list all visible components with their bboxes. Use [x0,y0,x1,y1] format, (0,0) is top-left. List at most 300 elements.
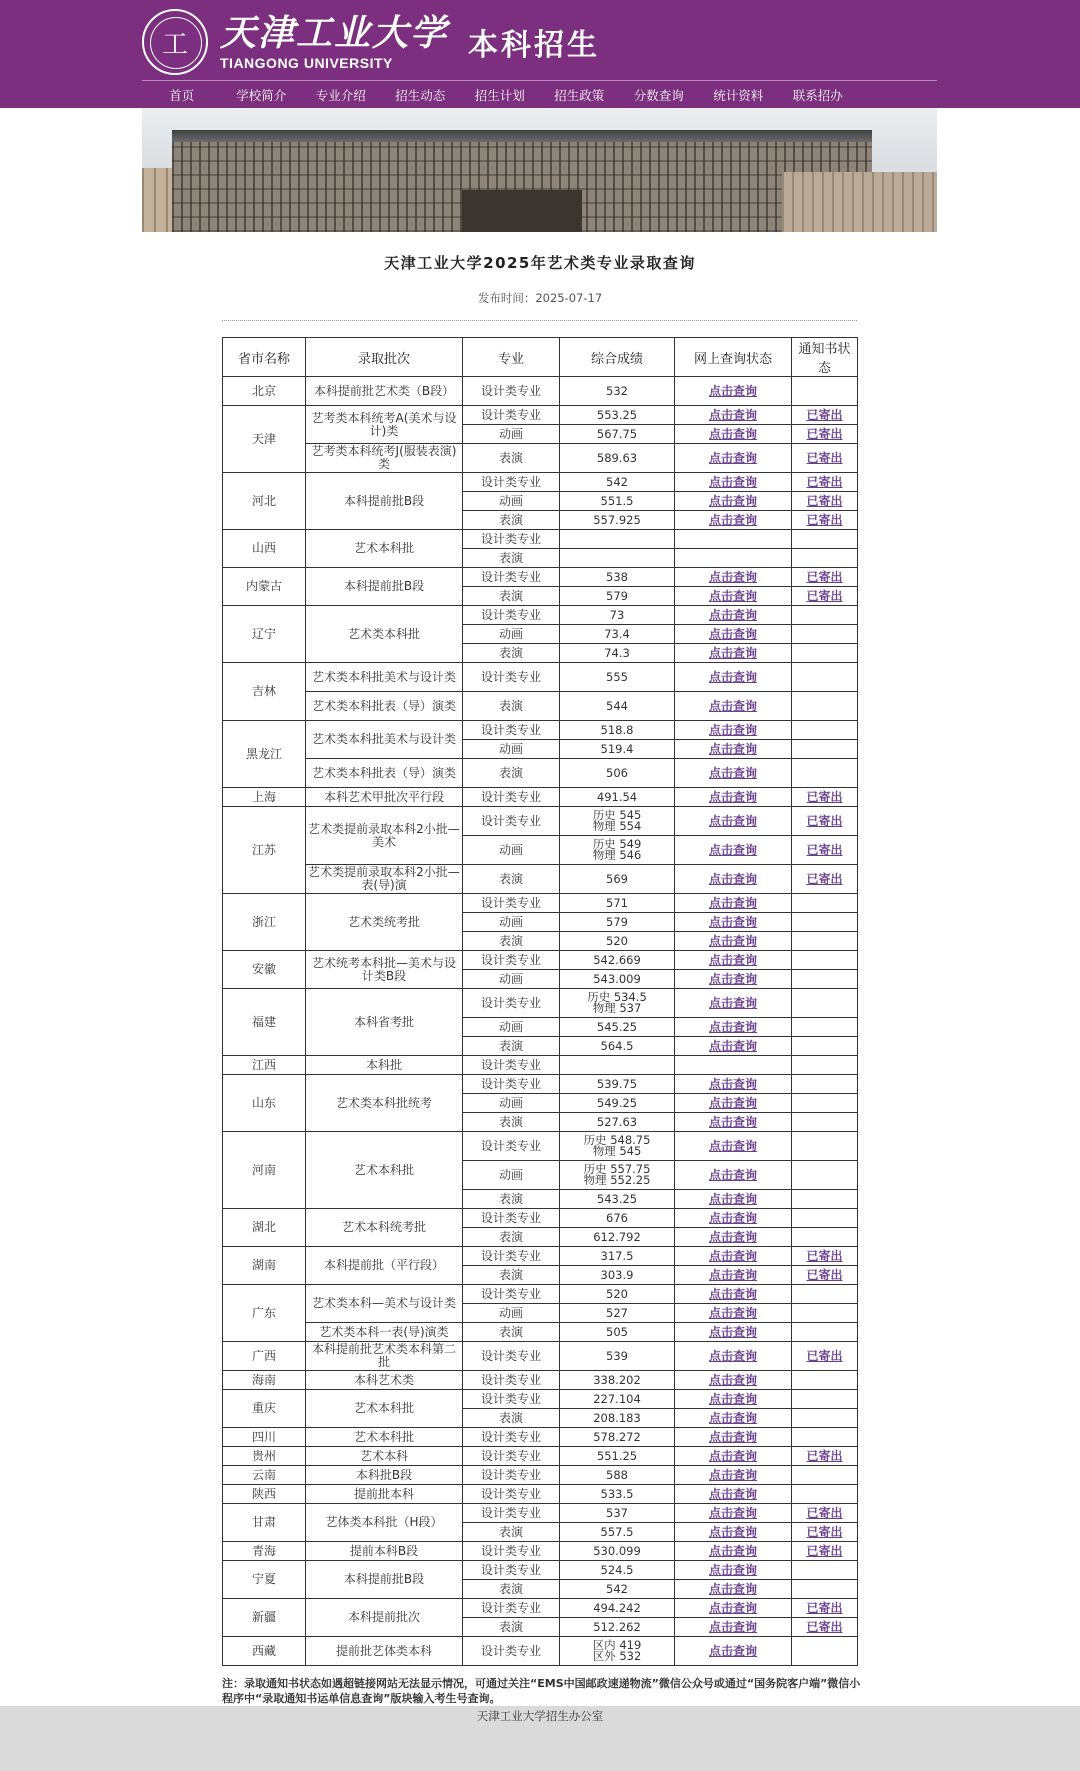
score-line: 553.25 [596,407,638,422]
score-line: 551.25 [596,1448,638,1463]
nav-item[interactable]: 分数查询 [633,88,684,103]
table-row [223,1342,858,1371]
notice-status-cell [792,1523,858,1542]
score-cell [560,1637,675,1666]
score-cell [560,587,675,606]
notice-status-cell [792,759,858,788]
score-cell [560,1342,675,1371]
query-link[interactable]: 点击查询 [708,1076,757,1091]
query-status-cell [675,1504,792,1523]
query-link[interactable]: 点击查询 [708,952,757,967]
major-cell: 动画 [463,836,560,865]
score-line: 549.25 [596,1095,638,1110]
mailed-status-link[interactable]: 已寄出 [806,512,843,527]
query-link[interactable]: 点击查询 [708,871,757,886]
mailed-status-link[interactable]: 已寄出 [806,1348,843,1363]
major-cell: 设计类专业 [463,951,560,970]
query-status-cell [675,549,792,568]
mailed-status-link[interactable]: 已寄出 [806,588,843,603]
notice-status-cell [792,1342,858,1371]
table-row [223,1599,858,1618]
table-row [223,473,858,492]
score-cell [560,1561,675,1580]
score-cell [560,894,675,913]
province-cell: 浙江 [223,894,306,951]
query-link[interactable]: 点击查询 [708,669,757,684]
major-cell: 设计类专业 [463,568,560,587]
mailed-status-link[interactable]: 已寄出 [806,1619,843,1634]
mailed-status-link[interactable]: 已寄出 [806,569,843,584]
query-status-cell [675,1466,792,1485]
query-status-cell [675,1056,792,1075]
province-cell: 福建 [223,989,306,1056]
table-row [223,1075,858,1094]
query-status-cell [675,913,792,932]
query-status-cell [675,1580,792,1599]
mailed-status-link[interactable]: 已寄出 [806,813,843,828]
score-cell [560,644,675,663]
query-link[interactable]: 点击查询 [708,933,757,948]
query-link[interactable]: 点击查询 [708,842,757,857]
score-line: 317.5 [600,1248,634,1263]
campus-banner-image [142,108,937,232]
mailed-status-link[interactable]: 已寄出 [806,1600,843,1615]
score-line: 542 [606,474,628,489]
province-cell: 湖北 [223,1209,306,1247]
table-row [223,663,858,692]
major-cell: 设计类专业 [463,1371,560,1390]
nav-item[interactable]: 首页 [169,88,195,103]
table-row [223,1390,858,1409]
query-link[interactable]: 点击查询 [708,1019,757,1034]
notice-status-cell [792,1466,858,1485]
major-cell: 设计类专业 [463,1447,560,1466]
notice-status-cell [792,1161,858,1190]
notice-status-cell [792,836,858,865]
query-link[interactable]: 点击查询 [708,626,757,641]
major-cell: 设计类专业 [463,530,560,549]
province-cell: 陕西 [223,1485,306,1504]
score-cell [560,1504,675,1523]
score-cell [560,1523,675,1542]
query-link[interactable]: 点击查询 [708,1138,757,1153]
query-link[interactable]: 点击查询 [708,1167,757,1182]
major-cell: 动画 [463,970,560,989]
province-cell: 上海 [223,788,306,807]
score-cell [560,740,675,759]
table-row [223,721,858,740]
notice-status-cell [792,663,858,692]
brand[interactable] [142,10,600,74]
query-status-cell [675,692,792,721]
query-link[interactable]: 点击查询 [708,493,757,508]
province-cell: 云南 [223,1466,306,1485]
score-cell [560,1056,675,1075]
notice-status-cell [792,625,858,644]
score-line: 505 [606,1324,628,1339]
province-cell: 安徽 [223,951,306,989]
major-cell: 动画 [463,1018,560,1037]
province-cell: 天津 [223,406,306,473]
query-link[interactable]: 点击查询 [708,1467,757,1482]
major-cell: 表演 [463,865,560,894]
query-status-cell [675,1599,792,1618]
major-cell: 表演 [463,1228,560,1247]
score-line: 物理 546 [592,848,642,862]
major-cell: 设计类专业 [463,1599,560,1618]
score-cell [560,1618,675,1637]
notice-status-cell [792,511,858,530]
query-status-cell [675,1247,792,1266]
score-cell [560,1428,675,1447]
query-status-cell [675,1161,792,1190]
score-cell [560,1485,675,1504]
batch-cell: 艺术类本科—美术与设计类 [306,1285,463,1323]
query-status-cell [675,951,792,970]
batch-cell: 本科批B段 [306,1466,463,1485]
major-cell: 设计类专业 [463,1637,560,1666]
query-link[interactable]: 点击查询 [708,1229,757,1244]
query-link[interactable]: 点击查询 [708,1191,757,1206]
notice-status-cell [792,530,858,549]
score-line: 537 [606,1505,628,1520]
score-line: 530.099 [593,1543,641,1558]
query-link[interactable]: 点击查询 [708,407,757,422]
score-line: 533.5 [600,1486,634,1501]
table-row [223,1056,858,1075]
query-link[interactable]: 点击查询 [708,474,757,489]
major-cell: 设计类专业 [463,663,560,692]
major-cell: 表演 [463,644,560,663]
table-row [223,1323,858,1342]
query-link[interactable]: 点击查询 [708,698,757,713]
query-link[interactable]: 点击查询 [708,1324,757,1339]
province-cell: 吉林 [223,663,306,721]
nav-item[interactable]: 专业介绍 [315,88,366,103]
query-link[interactable]: 点击查询 [708,1562,757,1577]
major-cell: 表演 [463,1266,560,1285]
score-cell [560,1228,675,1247]
notice-status-cell [792,913,858,932]
notice-status-cell [792,1447,858,1466]
table-row [223,1561,858,1580]
score-cell [560,606,675,625]
query-status-cell [675,1075,792,1094]
batch-cell: 艺术本科批 [306,530,463,568]
column-header: 网上查询状态 [675,338,792,377]
mailed-status-link[interactable]: 已寄出 [806,1524,843,1539]
mailed-status-link[interactable]: 已寄出 [806,1267,843,1282]
query-link[interactable]: 点击查询 [708,1248,757,1263]
query-link[interactable]: 点击查询 [708,1038,757,1053]
mailed-status-link[interactable]: 已寄出 [806,407,843,422]
query-status-cell [675,1447,792,1466]
major-cell: 设计类专业 [463,1542,560,1561]
batch-cell: 艺术类本科批美术与设计类 [306,721,463,759]
query-link[interactable]: 点击查询 [708,813,757,828]
query-status-cell [675,1637,792,1666]
query-status-cell [675,1209,792,1228]
query-link[interactable]: 点击查询 [708,1114,757,1129]
query-link[interactable]: 点击查询 [708,1505,757,1520]
batch-cell: 本科省考批 [306,989,463,1056]
query-link[interactable]: 点击查询 [708,722,757,737]
publish-date: 发布时间：2025-07-17 [477,291,603,305]
score-cell [560,625,675,644]
nav-item[interactable]: 学校简介 [236,88,287,103]
score-cell [560,444,675,473]
query-status-cell [675,1542,792,1561]
major-cell: 设计类专业 [463,606,560,625]
score-line: 区外 532 [592,1649,642,1663]
query-status-cell [675,970,792,989]
notice-status-cell [792,1390,858,1409]
mailed-status-link[interactable]: 已寄出 [806,426,843,441]
notice-status-cell [792,1323,858,1342]
notice-status-cell [792,549,858,568]
score-line: 历史 534.5 [587,990,647,1004]
score-cell [560,1285,675,1304]
query-link[interactable]: 点击查询 [708,1286,757,1301]
table-row [223,1371,858,1390]
score-cell [560,530,675,549]
score-cell [560,1266,675,1285]
mailed-status-link[interactable]: 已寄出 [806,871,843,886]
score-cell [560,1132,675,1161]
query-link[interactable]: 点击查询 [708,914,757,929]
batch-cell: 提前批本科 [306,1485,463,1504]
query-status-cell [675,1132,792,1161]
major-cell: 设计类专业 [463,807,560,836]
batch-cell: 艺术本科批 [306,1428,463,1447]
notice-status-cell [792,1504,858,1523]
major-cell: 表演 [463,759,560,788]
query-link[interactable]: 点击查询 [708,1600,757,1615]
score-cell [560,1599,675,1618]
nav-item[interactable]: 招生计划 [474,88,525,103]
query-link[interactable]: 点击查询 [708,789,757,804]
batch-cell: 艺术类提前录取本科2小批—美术 [306,807,463,865]
table-row [223,568,858,587]
table-row [223,759,858,788]
major-cell: 动画 [463,425,560,444]
batch-cell: 艺术本科批 [306,1390,463,1428]
notice-status-cell [792,1094,858,1113]
query-status-cell [675,473,792,492]
query-link[interactable]: 点击查询 [708,1348,757,1363]
notice-status-cell [792,1132,858,1161]
score-cell [560,1247,675,1266]
query-link[interactable]: 点击查询 [708,1410,757,1425]
major-cell: 表演 [463,1323,560,1342]
score-cell [560,1371,675,1390]
query-link[interactable]: 点击查询 [708,450,757,465]
score-line: 555 [606,669,628,684]
query-status-cell [675,568,792,587]
notice-status-cell [792,1485,858,1504]
query-status-cell [675,1037,792,1056]
query-link[interactable]: 点击查询 [708,1524,757,1539]
query-link[interactable]: 点击查询 [708,1543,757,1558]
major-cell: 设计类专业 [463,377,560,406]
notice-status-cell [792,1228,858,1247]
query-link[interactable]: 点击查询 [708,895,757,910]
batch-cell: 艺体类本科批（H段） [306,1504,463,1542]
province-cell: 海南 [223,1371,306,1390]
score-line: 物理 554 [592,819,642,833]
table-row [223,1542,858,1561]
score-line: 676 [606,1210,628,1225]
query-link[interactable]: 点击查询 [708,1429,757,1444]
query-link[interactable]: 点击查询 [708,588,757,603]
batch-cell: 本科提前批（平行段） [306,1247,463,1285]
query-link[interactable]: 点击查询 [708,569,757,584]
notice-status-cell [792,740,858,759]
table-row [223,865,858,894]
major-cell: 设计类专业 [463,1428,560,1447]
score-cell [560,1190,675,1209]
query-link[interactable]: 点击查询 [708,1486,757,1501]
table-row [223,807,858,836]
notice-status-cell [792,1618,858,1637]
batch-cell: 艺术类本科一表(导)演类 [306,1323,463,1342]
score-cell [560,1323,675,1342]
score-cell [560,788,675,807]
nav-divider [142,80,937,81]
table-row [223,1285,858,1304]
nav-item[interactable]: 招生动态 [395,88,446,103]
score-line: 512.262 [593,1619,641,1634]
major-cell: 设计类专业 [463,1390,560,1409]
batch-cell: 本科提前批艺术类（B段） [306,377,463,406]
query-link[interactable]: 点击查询 [708,1210,757,1225]
query-link[interactable]: 点击查询 [708,1372,757,1387]
query-link[interactable]: 点击查询 [708,995,757,1010]
score-line: 543.25 [596,1191,638,1206]
table-row [223,530,858,549]
major-cell: 设计类专业 [463,1075,560,1094]
query-link[interactable]: 点击查询 [708,741,757,756]
table-row [223,1247,858,1266]
query-link[interactable]: 点击查询 [708,1267,757,1282]
score-cell [560,865,675,894]
query-status-cell [675,836,792,865]
query-link[interactable]: 点击查询 [708,1305,757,1320]
query-status-cell [675,1285,792,1304]
major-cell: 表演 [463,1523,560,1542]
score-line: 519.4 [600,741,634,756]
query-link[interactable]: 点击查询 [708,1391,757,1406]
query-status-cell [675,1390,792,1409]
score-cell [560,377,675,406]
mailed-status-link[interactable]: 已寄出 [806,1505,843,1520]
mailed-status-link[interactable]: 已寄出 [806,1248,843,1263]
notice-status-cell [792,606,858,625]
notice-status-cell [792,587,858,606]
score-line: 物理 552.25 [583,1173,651,1187]
province-cell: 湖南 [223,1247,306,1285]
batch-cell: 艺术类本科批 [306,606,463,663]
query-link[interactable]: 点击查询 [708,765,757,780]
major-cell: 设计类专业 [463,1247,560,1266]
batch-cell: 艺术本科批 [306,1132,463,1209]
notice-status-cell [792,1056,858,1075]
major-cell: 设计类专业 [463,1209,560,1228]
column-header: 专业 [463,338,560,377]
mailed-status-link[interactable]: 已寄出 [806,450,843,465]
page-title: 天津工业大学2025年艺术类专业录取查询 [384,254,696,272]
score-cell [560,1113,675,1132]
batch-cell: 艺考类本科统考A(美术与设计)类 [306,406,463,444]
query-link[interactable]: 点击查询 [708,607,757,622]
query-status-cell [675,1428,792,1447]
query-status-cell [675,1323,792,1342]
query-link[interactable]: 点击查询 [708,971,757,986]
major-cell: 设计类专业 [463,1056,560,1075]
score-cell [560,1447,675,1466]
score-cell [560,970,675,989]
query-link[interactable]: 点击查询 [708,1619,757,1634]
major-cell: 设计类专业 [463,1466,560,1485]
university-name-cn: 天津工业大学 [220,12,449,54]
score-cell [560,1304,675,1323]
major-cell: 设计类专业 [463,406,560,425]
batch-cell: 艺考类本科统考J(服装表演)类 [306,444,463,473]
score-line: 543.009 [593,971,641,986]
query-status-cell [675,663,792,692]
score-line: 567.75 [596,426,638,441]
query-link[interactable]: 点击查询 [708,512,757,527]
query-status-cell [675,1228,792,1247]
mailed-status-link[interactable]: 已寄出 [806,474,843,489]
mailed-status-link[interactable]: 已寄出 [806,842,843,857]
query-link[interactable]: 点击查询 [708,1095,757,1110]
score-cell [560,425,675,444]
notice-status-cell [792,721,858,740]
nav-item[interactable]: 联系招办 [792,88,843,103]
table-row [223,406,858,425]
query-link[interactable]: 点击查询 [708,1581,757,1596]
query-link[interactable]: 点击查询 [708,1448,757,1463]
query-status-cell [675,1018,792,1037]
score-cell [560,1580,675,1599]
nav-item[interactable]: 招生政策 [554,88,605,103]
score-line: 历史 549 [592,837,642,851]
query-link[interactable]: 点击查询 [708,426,757,441]
query-status-cell [675,1190,792,1209]
province-cell: 河南 [223,1132,306,1209]
major-cell: 设计类专业 [463,1285,560,1304]
mailed-status-link[interactable]: 已寄出 [806,789,843,804]
score-line: 历史 548.75 [583,1133,651,1147]
mailed-status-link[interactable]: 已寄出 [806,493,843,508]
score-cell [560,568,675,587]
query-link[interactable]: 点击查询 [708,1643,757,1658]
section-title: 本科招生 [468,28,601,63]
query-link[interactable]: 点击查询 [708,383,757,398]
query-status-cell [675,1618,792,1637]
query-link[interactable]: 点击查询 [708,645,757,660]
nav-item[interactable]: 统计资料 [713,88,764,103]
mailed-status-link[interactable]: 已寄出 [806,1448,843,1463]
batch-cell: 本科艺术甲批次平行段 [306,788,463,807]
major-cell: 设计类专业 [463,1485,560,1504]
major-cell: 设计类专业 [463,894,560,913]
mailed-status-link[interactable]: 已寄出 [806,1543,843,1558]
batch-cell: 艺术类本科批美术与设计类 [306,663,463,692]
score-line: 588 [606,1467,628,1482]
major-cell: 设计类专业 [463,989,560,1018]
